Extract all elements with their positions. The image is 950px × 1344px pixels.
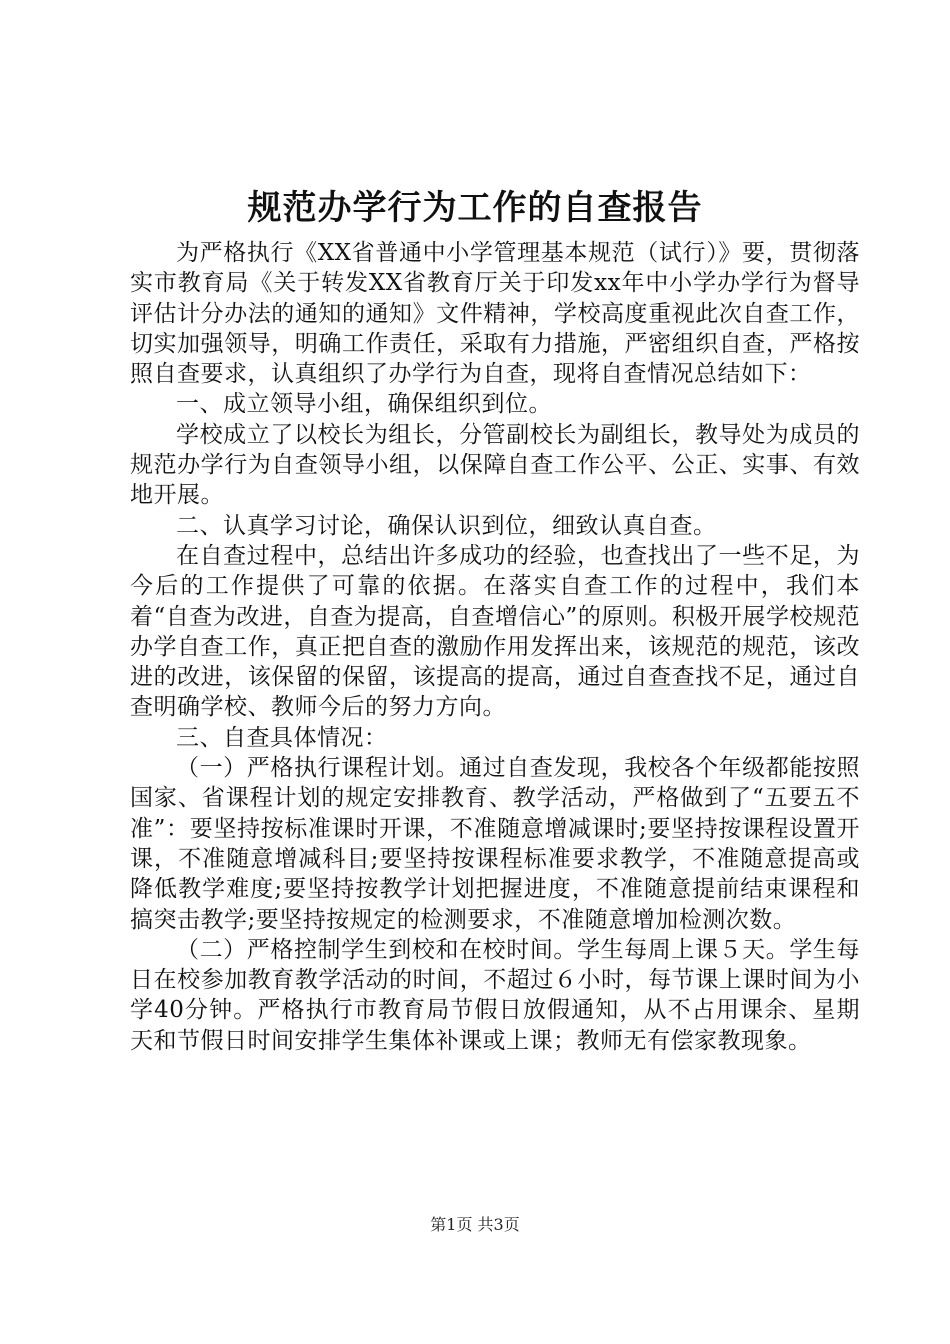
paragraph-self-check-process: 在自查过程中，总结出许多成功的经验，也查找出了一些不足，为今后的工作提供了可靠的依据。在落实自查工作的过程中，我们本着“自查为改进，自查为提高，自查增信心”的原则。积极开展学校规范办学自查工作，真正把自查的激励作用发挥出来，该规范的规范，该改进的改进，该保留的保留，该提高的提高，通过自查查找不足，通过自查明确学校、教师今后的努力方向。	[130, 542, 860, 721]
section-heading-2: 二、认真学习讨论，确保认识到位，细致认真自查。	[176, 512, 717, 539]
paragraph-intro: 为严格执行《XX省普通中小学管理基本规范（试行）》要，贯彻落实市教育局《关于转发XX省教育厅关于印发xx年中小学办学行为督导评估计分办法的通知的通知》文件精神，学校高度重视此次自查工作，切实加强领导，明确工作责任，采取有力措施，严密组织自查，严格按照自查要求，认真组织了办学行为自查，现将自查情况总结如下：	[130, 240, 860, 388]
paragraph-curriculum: （一）严格执行课程计划。通过自查发现，我校各个年级都能按照国家、省课程计划的规定安排教育、教学活动，严格做到了“五要五不准”：要坚持按标准课时开课，不准随意增减课时;要坚持按课程设置开课，不准随意增减科目;要坚持按课程标准要求教学，不准随意提高或降低教学难度;要坚持按教学计划把握进度，不准随意提前结束课程和搞突击教学;要坚持按规定的检测要求，不准随意增加检测次数。	[130, 755, 860, 933]
page-footer: 第1页 共3页	[430, 1215, 520, 1234]
section-heading-3: 三、自查具体情况：	[176, 724, 388, 751]
paragraph-leadership: 学校成立了以校长为组长，分管副校长为副组长，教导处为成员的规范办学行为自查领导小组，以保障自查工作公平、公正、实事、有效地开展。	[130, 421, 860, 509]
section-heading-1: 一、成立领导小组，确保组织到位。	[176, 391, 552, 418]
document-title: 规范办学行为工作的自查报告	[247, 188, 703, 228]
document-body	[130, 238, 860, 1056]
paragraph-school-time: （二）严格控制学生到校和在校时间。学生每周上课５天。学生每日在校参加教育教学活动的时间，不超过６小时，每节课上课时间为小学40分钟。严格执行市教育局节假日放假通知，从不占用课余、星期天和节假日时间安排学生集体补课或上课；教师无有偿家教现象。	[130, 936, 860, 1054]
